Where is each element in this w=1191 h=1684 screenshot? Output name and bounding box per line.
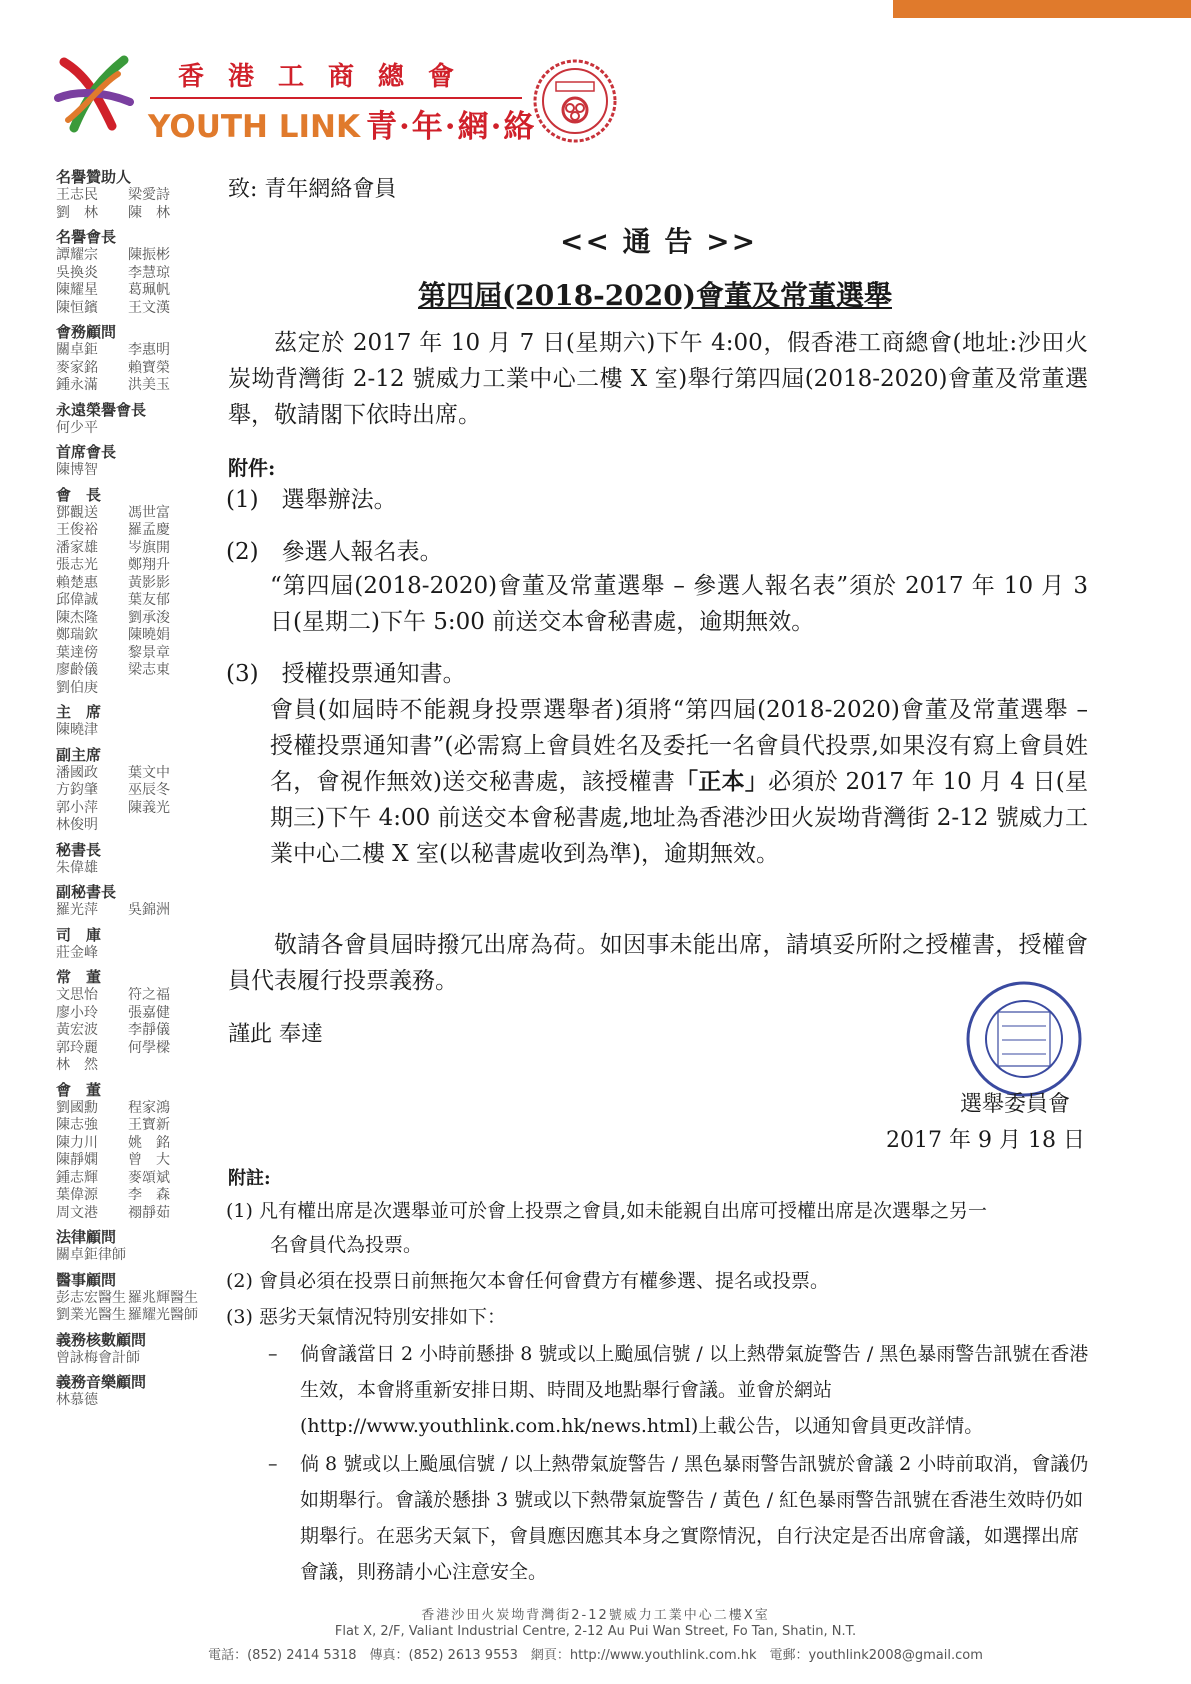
officer-name: 廖小玲 bbox=[56, 1004, 98, 1021]
officer-names bbox=[56, 505, 186, 698]
officer-name: 鍾志輝 bbox=[56, 1169, 98, 1186]
officer-name: 莊金峰 bbox=[56, 944, 98, 961]
officer-name: 羅光萍 bbox=[56, 902, 98, 918]
officer-name: 李惠明 bbox=[128, 342, 170, 358]
note-1: (1) 凡有權出席是次選舉並可於會上投票之會員,如未能親自出席可授權出席是次選舉之另一 bbox=[226, 1200, 987, 1222]
officer-group bbox=[56, 883, 186, 920]
election-title: 第四屆(2018-2020)會董及常董選舉 bbox=[418, 279, 892, 312]
attachment-item-2-desc: “第四屆(2018-2020)會董及常董選舉 – 參選人報名表”須於 2017 年 10 月 3 日(星期二)下午 5:00 前送交本會秘書處，逾期無效。 bbox=[270, 573, 1088, 635]
officer-name: 黎景章 bbox=[128, 644, 170, 661]
org-name-en-cn: 青·年·網·絡 bbox=[366, 109, 537, 145]
officer-names bbox=[56, 1392, 186, 1410]
org-name-en bbox=[148, 101, 536, 146]
officer-name: 劉 林 bbox=[56, 204, 98, 221]
association-seal-icon bbox=[962, 978, 1086, 1100]
officer-name: 麥頌斌 bbox=[128, 1169, 170, 1186]
officer-name: 關卓鉅 bbox=[56, 342, 98, 358]
officer-group-title: 名譽會長 bbox=[56, 228, 117, 246]
officer-name: 文思怡 bbox=[56, 987, 98, 1003]
officer-group-title: 副主席 bbox=[56, 745, 102, 764]
officer-name: 周文港 bbox=[56, 1204, 98, 1221]
officer-name: 陳杰隆 bbox=[56, 609, 98, 626]
officer-name: 王文漢 bbox=[128, 299, 170, 316]
officer-name: 李靜儀 bbox=[128, 1022, 170, 1038]
officer-group-title: 主 席 bbox=[56, 703, 102, 721]
officer-group-title: 醫事顧問 bbox=[56, 1270, 117, 1289]
officer-group bbox=[56, 746, 186, 835]
letter-date: 2017 年 9 月 18 日 bbox=[886, 1128, 1085, 1153]
officer-group bbox=[56, 443, 186, 480]
officer-name: 王志民 bbox=[56, 187, 98, 203]
officer-name: 羅耀光醫師 bbox=[128, 1307, 198, 1323]
officer-group bbox=[56, 168, 186, 222]
officer-name: 何學樑 bbox=[128, 1039, 170, 1056]
officer-group bbox=[56, 926, 186, 963]
officer-name: 馮世富 bbox=[128, 504, 170, 521]
officer-group-title: 義務音樂顧問 bbox=[56, 1373, 147, 1391]
officer-name: 姚 銘 bbox=[128, 1134, 170, 1151]
officer-name: 鍾永滿 bbox=[56, 377, 98, 393]
officer-name: 葉文中 bbox=[128, 764, 170, 781]
officer-name: 陳 林 bbox=[128, 204, 170, 221]
committee-signature: 選舉委員會 bbox=[960, 1092, 1071, 1117]
officer-name: 劉業光醫生 bbox=[56, 1307, 126, 1323]
officer-name: 鄭翔升 bbox=[128, 557, 170, 573]
weather-arrangement-2 bbox=[268, 1446, 1092, 1590]
notice-title: << 通 告 >> bbox=[560, 225, 758, 258]
officer-name: 陳振彬 bbox=[128, 247, 170, 263]
closing-paragraph: 敬請各會員屆時撥冗出席為荷。如因事未能出席，請填妥所附之授權書，授權會員代表履行投票義務。 bbox=[228, 932, 1088, 994]
dash-bullet: – bbox=[268, 1453, 278, 1475]
officer-name: 葉友郁 bbox=[128, 592, 170, 608]
officer-group bbox=[56, 486, 186, 698]
attachment-item-3-desc bbox=[270, 692, 1088, 872]
officer-name: 羅兆輝醫生 bbox=[128, 1289, 198, 1306]
officer-name: 巫辰冬 bbox=[128, 782, 170, 798]
officer-name: 賴楚惠 bbox=[56, 574, 98, 591]
officer-name: 陳博智 bbox=[56, 462, 98, 478]
officer-group bbox=[56, 1228, 186, 1265]
officer-name: 賴寶榮 bbox=[128, 359, 170, 376]
officer-name: 劉承浚 bbox=[128, 609, 170, 626]
officer-name: 潘家雄 bbox=[56, 539, 98, 556]
officer-group-title: 會 長 bbox=[56, 485, 102, 504]
officer-group bbox=[56, 1270, 198, 1325]
officer-names bbox=[56, 462, 186, 480]
footer-address-en: Flat X, 2/F, Valiant Industrial Centre, 2-12 Au Pui Wan Street, Fo Tan, Shatin, N.T. bbox=[334, 1624, 857, 1639]
officer-name: 葉偉源 bbox=[56, 1187, 98, 1203]
officer-name: 譚耀宗 bbox=[56, 247, 98, 263]
officer-name: 彭志宏醫生 bbox=[56, 1289, 126, 1306]
officer-name: 吳換炎 bbox=[56, 264, 98, 281]
officer-name: 陳耀星 bbox=[56, 282, 98, 298]
officer-names bbox=[56, 722, 186, 740]
officer-group-title: 名譽贊助人 bbox=[56, 168, 132, 186]
officer-name: 張志光 bbox=[56, 557, 98, 573]
notes-title: 附註: bbox=[228, 1168, 271, 1189]
officer-name: 洪美玉 bbox=[128, 377, 170, 393]
officer-group bbox=[56, 968, 186, 1075]
officer-names bbox=[56, 945, 186, 963]
officer-name: 廖齡儀 bbox=[56, 662, 98, 678]
officer-name: 潘國政 bbox=[56, 764, 98, 781]
officer-names bbox=[56, 1289, 198, 1325]
weather-arrangement-2-text: 倘 8 號或以上颱風信號 / 以上熱帶氣旋警告 / 黑色暴雨警告訊號於會議 2 小時前取消，會議仍如期舉行。會議於懸掛 3 號或以下熱帶氣旋警告 / 黃色 / 紅色暴雨警告訊號在香港生效時仍如期舉行。在惡劣天氣下，會員應因應其本身之實際情況，自行決定是否出席會議，如選擇出席會議，則務請小心注意安全。 bbox=[300, 1453, 1089, 1583]
officer-name: 鄧觀送 bbox=[56, 504, 98, 521]
officer-name: 梁志東 bbox=[128, 662, 170, 678]
officer-name: 郭小萍 bbox=[56, 799, 98, 816]
item-3-desc-part-b: 必須於 2017 年 10 月 4 日(星期三)下午 4:00 前送交本會秘書處,地址為香港沙田火炭坳背灣街 2-12 號威力工業中心二樓 X 室(以秘書處收到為準)，逾期無效。 bbox=[270, 769, 1088, 867]
officer-names bbox=[56, 420, 186, 438]
header-seal-icon bbox=[532, 58, 618, 144]
officer-names bbox=[56, 342, 186, 395]
officer-group-title: 義務核數顧問 bbox=[56, 1330, 147, 1349]
attachment-item-3: (3) 授權投票通知書。 bbox=[226, 661, 466, 687]
officer-name: 張嘉健 bbox=[128, 1004, 170, 1021]
officer-group bbox=[56, 1331, 186, 1368]
officer-names bbox=[56, 1100, 186, 1223]
officer-name: 葛珮帆 bbox=[128, 282, 170, 298]
officer-group-title: 司 庫 bbox=[56, 925, 102, 944]
officer-name: 黃影影 bbox=[128, 574, 170, 591]
officer-name: 何少平 bbox=[56, 419, 98, 436]
officer-name: 羅孟慶 bbox=[128, 522, 170, 538]
weather-arrangement-1-text: 倘會議當日 2 小時前懸掛 8 號或以上颱風信號 / 以上熱帶氣旋警告 / 黑色暴雨警告訊號在香港生效，本會將重新安排日期、時間及地點舉行會議。並會於網站(http://www.youthlink.com.hk/news.html)上載公告，以通知會員更改詳情。 bbox=[300, 1343, 1089, 1437]
officer-group-title: 永遠榮譽會長 bbox=[56, 400, 147, 419]
officer-name: 王俊裕 bbox=[56, 522, 98, 538]
item-3-desc-part-a: 會員(如屆時不能親身投票選舉者)須將“第四屆(2018-2020)會董及常董選舉 – 授權投票通知書”(必需寫上會員姓名及委托一名會員代投票,如果沒有寫上會員姓名，會視作無效)送交秘書處，該授權書 bbox=[270, 697, 1088, 795]
officer-group bbox=[56, 228, 186, 317]
intro-paragraph: 茲定於 2017 年 10 月 7 日(星期六)下午 4:00，假香港工商總會(地址:沙田火炭坳背灣街 2-12 號威力工業中心二樓 X 室)舉行第四屆(2018-2020)會董及常董選舉，敬請閣下依時出席。 bbox=[228, 330, 1088, 428]
note-2: (2) 會員必須在投票日前無拖欠本會任何會費方有權參選、提名或投票。 bbox=[226, 1270, 829, 1292]
salutation: 致: 青年網絡會員 bbox=[228, 177, 397, 202]
officer-group-title: 副秘書長 bbox=[56, 883, 117, 901]
officer-name: 劉伯庚 bbox=[56, 679, 98, 696]
officer-name: 李 森 bbox=[128, 1187, 170, 1203]
officer-name: 岑旗開 bbox=[128, 539, 170, 556]
officer-names bbox=[56, 860, 186, 878]
officer-name: 關卓鉅律師 bbox=[56, 1247, 126, 1263]
officer-group bbox=[56, 1373, 186, 1410]
officer-name: 陳義光 bbox=[128, 799, 170, 816]
officer-name: 陳力川 bbox=[56, 1134, 98, 1151]
header-rule bbox=[150, 97, 522, 99]
officer-name: 郭玲麗 bbox=[56, 1039, 98, 1056]
officer-list-sidebar bbox=[56, 168, 198, 1416]
attachment-item-1: (1) 選舉辦法。 bbox=[226, 487, 397, 513]
org-name-en-text: YOUTH LINK bbox=[148, 109, 361, 145]
footer-contact: 電話：(852) 2414 5318 傳真：(852) 2613 9553 網頁：http://www.youthlink.com.hk 電郵：youthlink2008@gmail.com bbox=[208, 1648, 983, 1663]
officer-name: 林俊明 bbox=[56, 817, 98, 833]
officer-name: 葉達傍 bbox=[56, 644, 98, 661]
officer-names bbox=[56, 247, 186, 317]
officer-name: 方鈞肇 bbox=[56, 782, 98, 798]
officer-name: 符之福 bbox=[128, 987, 170, 1003]
officer-group-title: 常 董 bbox=[56, 968, 102, 986]
officer-names bbox=[56, 765, 186, 835]
officer-name: 陳志強 bbox=[56, 1117, 98, 1133]
officer-names bbox=[56, 1350, 186, 1368]
officer-name: 王寶新 bbox=[128, 1117, 170, 1133]
sincerely: 謹此 奉達 bbox=[228, 1022, 323, 1047]
officer-name: 梁愛詩 bbox=[128, 187, 170, 203]
footer-address-cn: 香港沙田火炭坳背灣街2-12號威力工業中心二樓X室 bbox=[421, 1608, 770, 1623]
officer-group bbox=[56, 401, 186, 438]
officer-name: 陳恒鑌 bbox=[56, 299, 98, 316]
officer-group-title: 法律顧問 bbox=[56, 1228, 117, 1246]
note-3: (3) 惡劣天氣情況特別安排如下： bbox=[226, 1306, 506, 1328]
officer-group-title: 秘書長 bbox=[56, 840, 102, 859]
officer-name: 陳曉娟 bbox=[128, 627, 170, 643]
officer-name: 邱偉誠 bbox=[56, 592, 98, 608]
officer-name: 李慧琼 bbox=[128, 264, 170, 281]
weather-arrangement-1 bbox=[268, 1336, 1092, 1444]
officer-name: 劉國勳 bbox=[56, 1099, 98, 1116]
officer-name: 林慕德 bbox=[56, 1392, 98, 1408]
officer-names bbox=[56, 987, 186, 1075]
officer-name: 黃宏波 bbox=[56, 1022, 98, 1038]
officer-name: 朱偉雄 bbox=[56, 859, 98, 876]
officer-name: 吳錦洲 bbox=[128, 902, 170, 918]
org-name-cn: 香港工商總會 bbox=[178, 62, 479, 92]
officer-group bbox=[56, 323, 186, 395]
officer-name: 鄭瑞欽 bbox=[56, 627, 98, 643]
attachment-item-2: (2) 參選人報名表。 bbox=[226, 539, 443, 565]
officer-name: 曾詠梅會計師 bbox=[56, 1349, 140, 1366]
top-accent-bar bbox=[893, 0, 1191, 18]
officer-group bbox=[56, 1081, 186, 1223]
officer-group bbox=[56, 703, 186, 740]
officer-group bbox=[56, 841, 186, 878]
officer-group-title: 會 董 bbox=[56, 1080, 102, 1099]
dash-bullet: – bbox=[268, 1343, 278, 1365]
officer-group-title: 首席會長 bbox=[56, 443, 117, 461]
officer-names bbox=[56, 187, 186, 222]
officer-name: 林 然 bbox=[56, 1057, 98, 1073]
officer-name: 陳靜嫻 bbox=[56, 1152, 98, 1168]
officer-name: 陳曉津 bbox=[56, 722, 98, 738]
note-1-cont: 名會員代為投票。 bbox=[270, 1234, 423, 1256]
officer-name: 禤靜茹 bbox=[128, 1204, 170, 1221]
officer-names bbox=[56, 902, 186, 920]
officer-name: 麥家銘 bbox=[56, 359, 98, 376]
officer-name: 程家鴻 bbox=[128, 1099, 170, 1116]
original-copy-emphasis: 「正本」 bbox=[674, 768, 769, 795]
officer-group-title: 會務顧問 bbox=[56, 323, 117, 341]
officer-name: 曾 大 bbox=[128, 1152, 170, 1168]
youth-link-logo-icon bbox=[54, 54, 134, 136]
officer-names bbox=[56, 1247, 186, 1265]
attachments-title: 附件: bbox=[228, 456, 276, 480]
